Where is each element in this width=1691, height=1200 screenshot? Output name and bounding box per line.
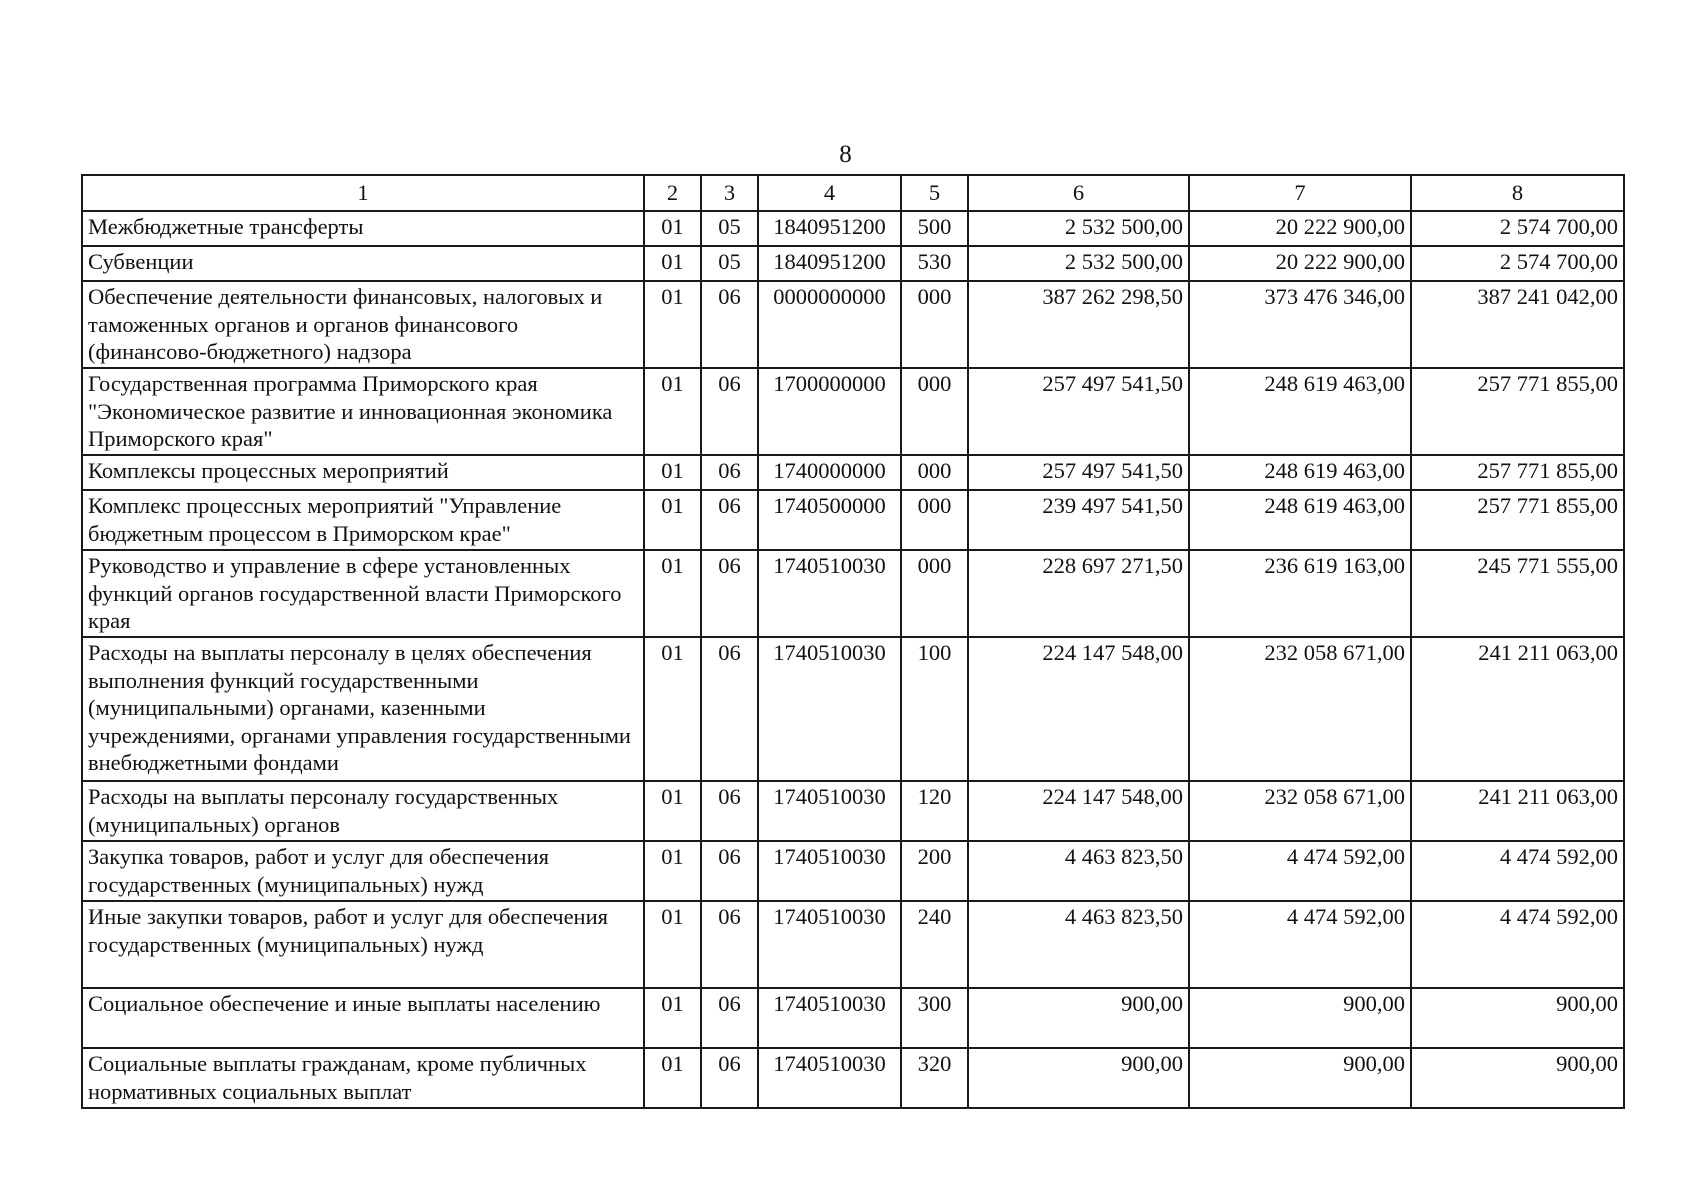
row-name-cell: Расходы на выплаты персоналу государственных (муниципальных) органов (82, 781, 644, 841)
target-article-cell: 1840951200 (758, 211, 901, 246)
target-article-cell: 1740510030 (758, 988, 901, 1048)
subsection-code-cell: 06 (701, 550, 758, 637)
amount-col8-cell: 900,00 (1411, 1048, 1624, 1108)
amount-col6-cell: 239 497 541,50 (968, 490, 1189, 550)
section-code-cell: 01 (644, 455, 701, 490)
target-article-cell: 1700000000 (758, 368, 901, 455)
amount-col8-cell: 257 771 855,00 (1411, 455, 1624, 490)
table-row (82, 246, 1624, 281)
page-number: 8 (839, 141, 852, 168)
row-name-cell: Межбюджетные трансферты (82, 211, 644, 246)
expense-type-cell: 000 (901, 368, 968, 455)
expense-type-cell: 000 (901, 455, 968, 490)
expense-type-cell: 500 (901, 211, 968, 246)
section-code-cell: 01 (644, 637, 701, 781)
amount-col8-cell: 387 241 042,00 (1411, 281, 1624, 368)
amount-col8-cell: 257 771 855,00 (1411, 490, 1624, 550)
subsection-code-cell: 06 (701, 781, 758, 841)
subsection-code-cell: 05 (701, 211, 758, 246)
amount-col8-cell: 2 574 700,00 (1411, 246, 1624, 281)
amount-col6-cell: 224 147 548,00 (968, 637, 1189, 781)
column-header-5: 5 (901, 175, 968, 211)
row-name-cell: Социальное обеспечение и иные выплаты населению (82, 988, 644, 1048)
amount-col7-cell: 232 058 671,00 (1189, 781, 1411, 841)
target-article-cell: 1840951200 (758, 246, 901, 281)
amount-col6-cell: 900,00 (968, 1048, 1189, 1108)
amount-col8-cell: 241 211 063,00 (1411, 781, 1624, 841)
expense-type-cell: 000 (901, 281, 968, 368)
target-article-cell: 1740000000 (758, 455, 901, 490)
section-code-cell: 01 (644, 988, 701, 1048)
amount-col6-cell: 257 497 541,50 (968, 455, 1189, 490)
subsection-code-cell: 06 (701, 455, 758, 490)
expense-type-cell: 320 (901, 1048, 968, 1108)
table-row (82, 841, 1624, 901)
amount-col7-cell: 20 222 900,00 (1189, 211, 1411, 246)
table-row (82, 901, 1624, 988)
row-name-cell: Иные закупки товаров, работ и услуг для обеспечения государственных (муниципальных) нужд (82, 901, 644, 988)
section-code-cell: 01 (644, 550, 701, 637)
table-row (82, 455, 1624, 490)
amount-col7-cell: 248 619 463,00 (1189, 490, 1411, 550)
amount-col6-cell: 4 463 823,50 (968, 841, 1189, 901)
subsection-code-cell: 06 (701, 901, 758, 988)
table-row (82, 637, 1624, 781)
row-name-cell: Обеспечение деятельности финансовых, налоговых и таможенных органов и органов финансового (финансово-бюджетного) надзора (82, 281, 644, 368)
amount-col7-cell: 232 058 671,00 (1189, 637, 1411, 781)
column-header-8: 8 (1411, 175, 1624, 211)
section-code-cell: 01 (644, 490, 701, 550)
amount-col7-cell: 248 619 463,00 (1189, 455, 1411, 490)
target-article-cell: 1740510030 (758, 637, 901, 781)
subsection-code-cell: 06 (701, 637, 758, 781)
subsection-code-cell: 06 (701, 281, 758, 368)
amount-col7-cell: 4 474 592,00 (1189, 841, 1411, 901)
row-name-cell: Социальные выплаты гражданам, кроме публичных нормативных социальных выплат (82, 1048, 644, 1108)
amount-col7-cell: 373 476 346,00 (1189, 281, 1411, 368)
table-row (82, 490, 1624, 550)
section-code-cell: 01 (644, 781, 701, 841)
expense-type-cell: 120 (901, 781, 968, 841)
amount-col6-cell: 900,00 (968, 988, 1189, 1048)
amount-col8-cell: 4 474 592,00 (1411, 841, 1624, 901)
amount-col8-cell: 900,00 (1411, 988, 1624, 1048)
amount-col6-cell: 228 697 271,50 (968, 550, 1189, 637)
row-name-cell: Государственная программа Приморского края "Экономическое развитие и инновационная экономика Приморского края" (82, 368, 644, 455)
amount-col7-cell: 4 474 592,00 (1189, 901, 1411, 988)
expense-type-cell: 000 (901, 490, 968, 550)
table-row (82, 211, 1624, 246)
section-code-cell: 01 (644, 901, 701, 988)
amount-col8-cell: 245 771 555,00 (1411, 550, 1624, 637)
target-article-cell: 1740510030 (758, 1048, 901, 1108)
table-row (82, 781, 1624, 841)
header-row (82, 175, 1624, 211)
table-row (82, 550, 1624, 637)
amount-col7-cell: 236 619 163,00 (1189, 550, 1411, 637)
table-row (82, 281, 1624, 368)
section-code-cell: 01 (644, 1048, 701, 1108)
subsection-code-cell: 06 (701, 368, 758, 455)
column-header-4: 4 (758, 175, 901, 211)
column-header-6: 6 (968, 175, 1189, 211)
amount-col8-cell: 4 474 592,00 (1411, 901, 1624, 988)
amount-col6-cell: 224 147 548,00 (968, 781, 1189, 841)
table-row (82, 368, 1624, 455)
amount-col7-cell: 248 619 463,00 (1189, 368, 1411, 455)
amount-col7-cell: 900,00 (1189, 988, 1411, 1048)
subsection-code-cell: 05 (701, 246, 758, 281)
table-row (82, 988, 1624, 1048)
target-article-cell: 0000000000 (758, 281, 901, 368)
subsection-code-cell: 06 (701, 490, 758, 550)
expense-type-cell: 530 (901, 246, 968, 281)
amount-col8-cell: 2 574 700,00 (1411, 211, 1624, 246)
target-article-cell: 1740510030 (758, 901, 901, 988)
subsection-code-cell: 06 (701, 988, 758, 1048)
expense-type-cell: 300 (901, 988, 968, 1048)
row-name-cell: Расходы на выплаты персоналу в целях обеспечения выполнения функций государственными (муниципальными) органами, казенными учреждениями, органами управления государственными внебюджетными фондами (82, 637, 644, 781)
section-code-cell: 01 (644, 368, 701, 455)
target-article-cell: 1740510030 (758, 550, 901, 637)
section-code-cell: 01 (644, 246, 701, 281)
subsection-code-cell: 06 (701, 1048, 758, 1108)
amount-col6-cell: 2 532 500,00 (968, 211, 1189, 246)
column-header-3: 3 (701, 175, 758, 211)
amount-col6-cell: 257 497 541,50 (968, 368, 1189, 455)
amount-col6-cell: 4 463 823,50 (968, 901, 1189, 988)
target-article-cell: 1740510030 (758, 781, 901, 841)
expense-type-cell: 200 (901, 841, 968, 901)
row-name-cell: Закупка товаров, работ и услуг для обеспечения государственных (муниципальных) нужд (82, 841, 644, 901)
row-name-cell: Комплекс процессных мероприятий "Управление бюджетным процессом в Приморском крае" (82, 490, 644, 550)
column-header-7: 7 (1189, 175, 1411, 211)
amount-col6-cell: 2 532 500,00 (968, 246, 1189, 281)
target-article-cell: 1740510030 (758, 841, 901, 901)
amount-col7-cell: 20 222 900,00 (1189, 246, 1411, 281)
row-name-cell: Субвенции (82, 246, 644, 281)
budget-table (81, 174, 1625, 1109)
subsection-code-cell: 06 (701, 841, 758, 901)
expense-type-cell: 240 (901, 901, 968, 988)
expense-type-cell: 100 (901, 637, 968, 781)
expense-type-cell: 000 (901, 550, 968, 637)
row-name-cell: Комплексы процессных мероприятий (82, 455, 644, 490)
amount-col7-cell: 900,00 (1189, 1048, 1411, 1108)
section-code-cell: 01 (644, 841, 701, 901)
section-code-cell: 01 (644, 281, 701, 368)
section-code-cell: 01 (644, 211, 701, 246)
column-header-1: 1 (82, 175, 644, 211)
amount-col8-cell: 257 771 855,00 (1411, 368, 1624, 455)
row-name-cell: Руководство и управление в сфере установленных функций органов государственной власти Приморского края (82, 550, 644, 637)
amount-col6-cell: 387 262 298,50 (968, 281, 1189, 368)
amount-col8-cell: 241 211 063,00 (1411, 637, 1624, 781)
table-row (82, 1048, 1624, 1108)
target-article-cell: 1740500000 (758, 490, 901, 550)
column-header-2: 2 (644, 175, 701, 211)
